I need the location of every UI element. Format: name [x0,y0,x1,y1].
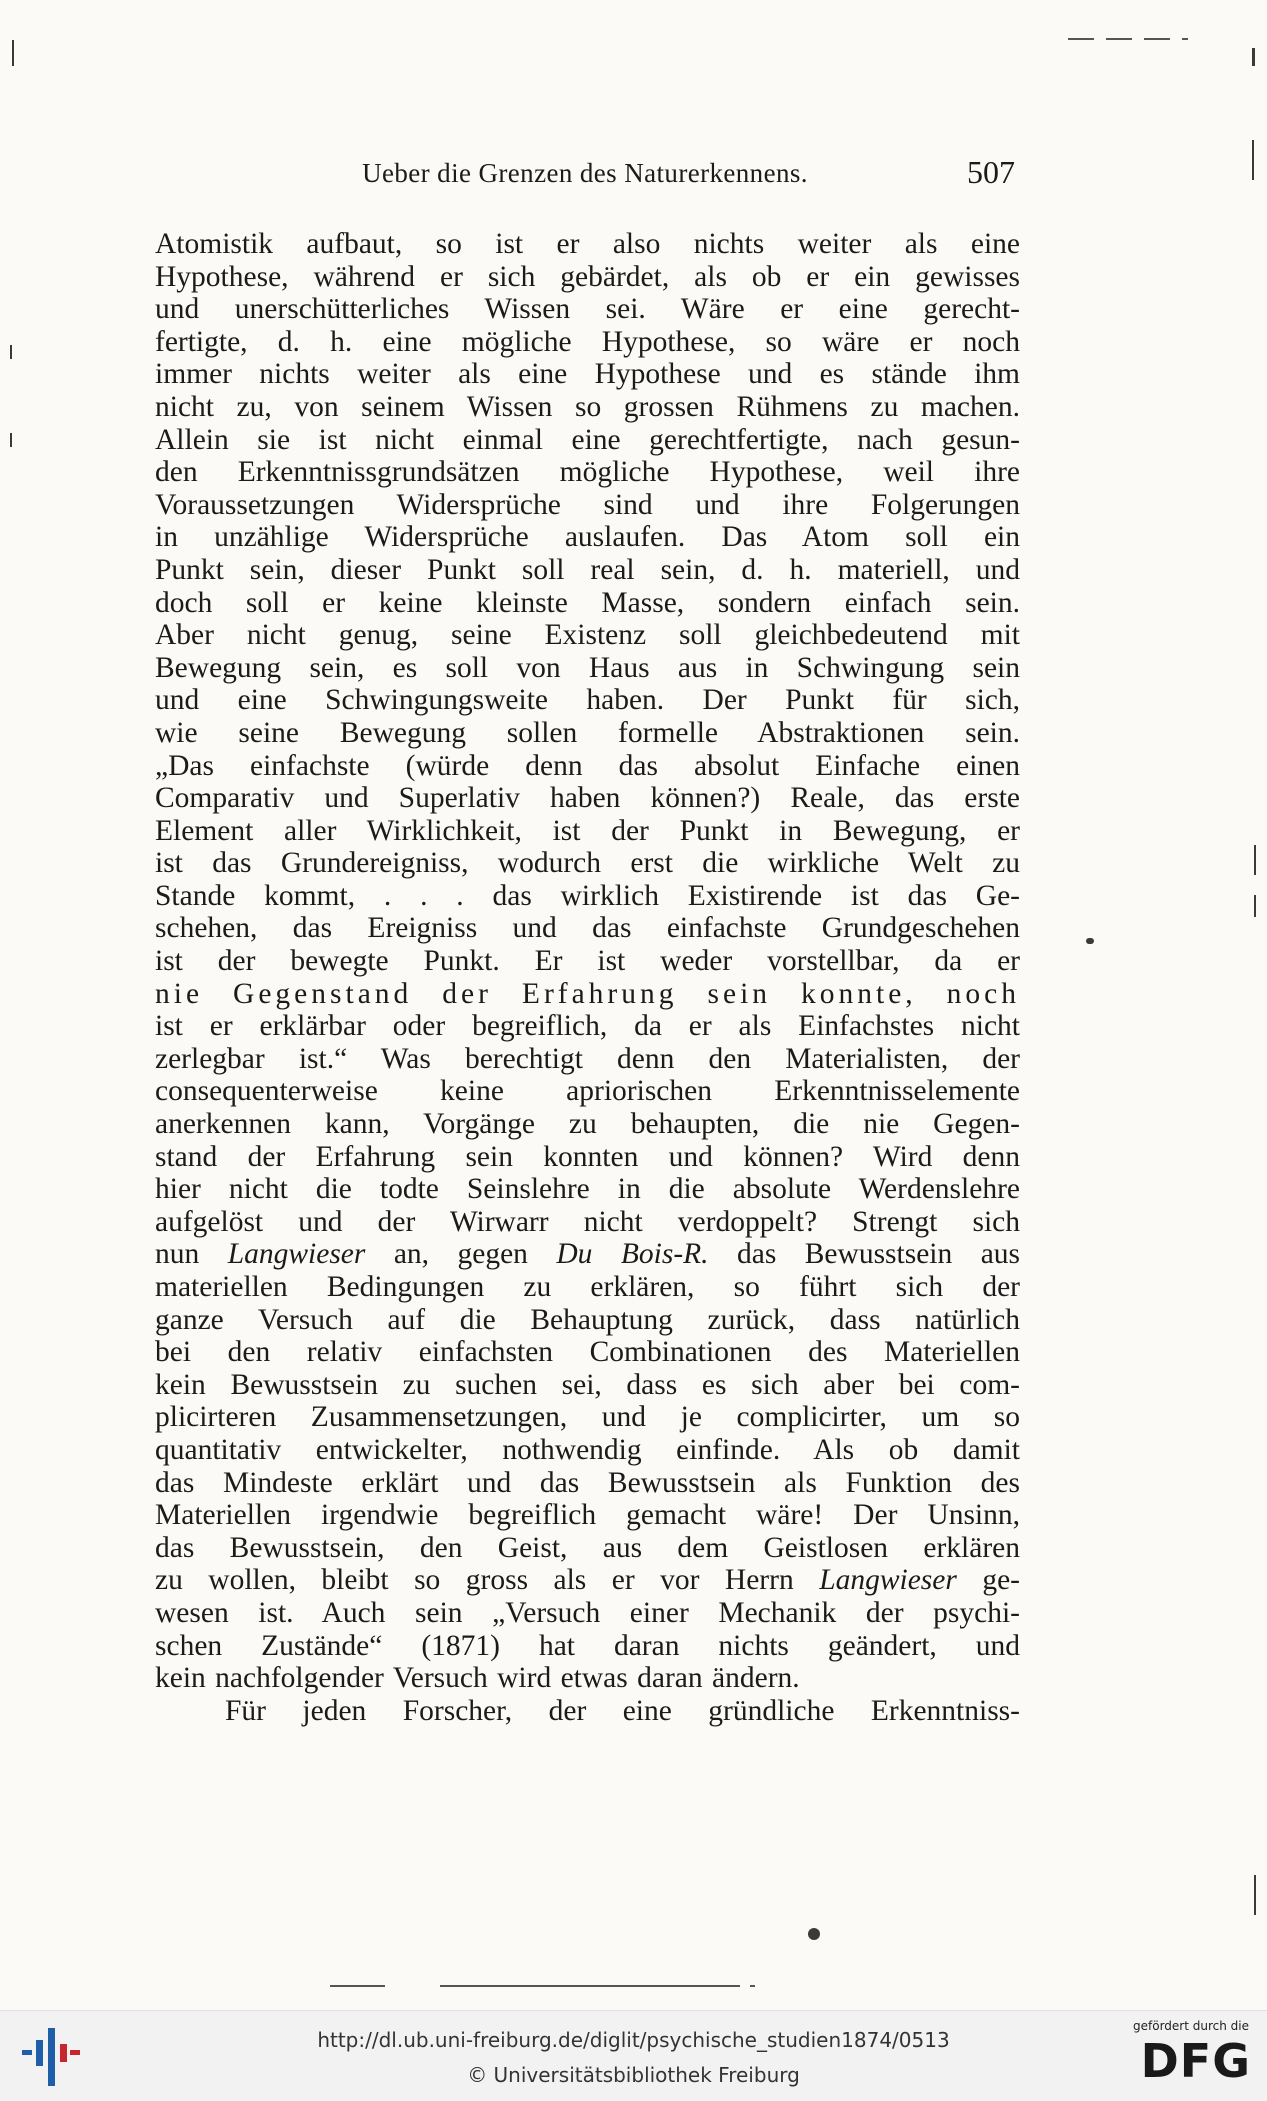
text-line: anerkennen kann, Vorgänge zu behaupten, die nie Gegen- [155,1108,1020,1141]
italic-name: Langwieser [227,1238,366,1271]
footer-url-link[interactable]: http://dl.ub.uni-freiburg.de/diglit/psychische_studien1874/0513 [317,2028,950,2052]
text-line: hier nicht die todte Seinslehre in die absolute Werdenslehre [155,1173,1020,1206]
text-line: ist er erklärbar oder begreiflich, da er als Einfachstes nicht [155,1010,1020,1043]
text-line: wie seine Bewegung sollen formelle Abstraktionen sein. [155,716,1020,749]
text-run: nun [155,1238,228,1271]
text-line: fertigte, d. h. eine mögliche Hypothese, so wäre er noch [155,325,1020,358]
scan-artifact-left-mid2 [10,433,12,447]
text-line: kein nachfolgender Versuch wird etwas daran ändern. [155,1662,800,1695]
text-line: das Bewusstsein, den Geist, aus dem Geistlosen erklären [155,1531,1020,1564]
text-line: Voraussetzungen Widersprüche sind und ihre Folgerungen [155,488,1020,521]
text-line: Punkt sein, dieser Punkt soll real sein, d. h. materiell, und [155,553,1020,586]
text-line: Atomistik aufbaut, so ist er also nichts weiter als eine [155,228,1020,260]
italic-name: Langwieser [819,1564,957,1597]
text-run: ge- [956,1564,1021,1597]
text-line: Allein sie ist nicht einmal eine gerechtfertigte, nach gesun- [155,423,1020,456]
scan-artifact-right-mid2 [1254,895,1256,917]
text-line: Bewegung sein, es soll von Haus aus in Schwingung sein [155,651,1020,684]
text-run: das Bewusstsein aus [708,1238,1021,1271]
text-line: kein Bewusstsein zu suchen sei, dass es sich aber bei com- [155,1368,1020,1401]
italic-name: Du Bois-R. [556,1238,709,1271]
text-line: ist der bewegte Punkt. Er ist weder vorstellbar, da er [155,945,1020,978]
dfg-logo-icon: DFG [1140,2034,1251,2088]
scan-artifact-bottom-dot [808,1928,820,1940]
footer-bar [0,2010,1267,2101]
text-line: „Das einfachste (würde denn das absolut Einfache einen [155,749,1020,782]
text-line: nicht zu, von seinem Wissen so grossen Rühmens zu machen. [155,390,1020,423]
text-line: immer nichts weiter als eine Hypothese und es stände ihm [155,358,1020,391]
text-line: und eine Schwingungsweite haben. Der Punkt für sich, [155,684,1020,717]
text-line: stand der Erfahrung sein konnten und können? Wird denn [155,1140,1020,1173]
text-line: Element aller Wirklichkeit, ist der Punkt in Bewegung, er [155,814,1020,847]
text-line: Hypothese, während er sich gebärdet, als ob er ein gewisses [155,260,1020,293]
text-line: schen Zustände“ (1871) hat daran nichts geändert, und [155,1629,1020,1662]
running-title: Ueber die Grenzen des Naturerkennens. [362,158,808,188]
text-line [155,1238,1020,1271]
text-line: wesen ist. Auch sein „Versuch einer Mechanik der psychi- [155,1596,1020,1629]
footer-copyright: © Universitätsbibliothek Freiburg [467,2063,800,2087]
text-line: doch soll er keine kleinste Masse, sondern einfach sein. [155,586,1020,619]
text-line: zerlegbar ist.“ Was berechtigt denn den Materialisten, der [155,1042,1020,1075]
text-run: zu wollen, bleibt so gross als er vor Herrn [155,1564,820,1597]
text-line: consequenterweise keine apriorischen Erkenntnisselemente [155,1075,1020,1108]
text-line: den Erkenntnissgrundsätzen mögliche Hypothese, weil ihre [155,456,1020,489]
scan-artifact-right-mid [1254,845,1256,875]
scan-artifact-left-top [12,40,14,66]
text-line: und unerschütterliches Wissen sei. Wäre er eine gerecht- [155,293,1020,326]
scan-artifact-dot [1086,938,1094,944]
scan-artifact-bottom-rules [330,1985,755,1987]
page-header [155,154,1015,202]
scan-artifact-left-mid [10,345,12,359]
text-line: Aber nicht genug, seine Existenz soll gleichbedeutend mit [155,619,1020,652]
scan-artifact-top-dashes [1068,38,1188,40]
text-line: plicirteren Zusammensetzungen, und je complicirter, um so [155,1401,1020,1434]
text-line: schehen, das Ereigniss und das einfachste Grundgeschehen [155,912,1020,945]
scan-artifact-right-top2 [1252,140,1254,180]
body-text [155,228,1020,1727]
text-line: Materiellen irgendwie begreiflich gemacht wäre! Der Unsinn, [155,1499,1020,1532]
scan-artifact-right-bottom [1254,1875,1256,1915]
text-line: das Mindeste erklärt und das Bewusstsein als Funktion des [155,1466,1020,1499]
page-number: 507 [967,154,1015,190]
text-line [155,1564,1020,1597]
text-line: quantitativ entwickelter, nothwendig einfinde. Als ob damit [155,1433,1020,1466]
text-line: ist das Grundereigniss, wodurch erst die wirkliche Welt zu [155,847,1020,880]
text-line: Stande kommt, . . . das wirklich Existirende ist das Ge- [155,879,1020,912]
text-line: aufgelöst und der Wirwarr nicht verdoppelt? Strengt sich [155,1205,1020,1238]
dfg-caption: gefördert durch die [1133,2019,1249,2033]
scan-artifact-right-top [1252,48,1255,66]
text-line: bei den relativ einfachsten Combinationen des Materiellen [155,1336,1020,1369]
text-line: Comparativ und Superlativ haben können?) Reale, das erste [155,782,1020,815]
text-line: Für jeden Forscher, der eine gründliche Erkenntniss- [225,1694,1020,1727]
text-line: materiellen Bedingungen zu erklären, so führt sich der [155,1271,1020,1303]
text-line: in unzählige Widersprüche auslaufen. Das Atom soll ein [155,521,1020,554]
text-run: an, gegen [365,1238,557,1271]
text-line: nie Gegenstand der Erfahrung sein konnte, noch [155,977,1020,1010]
text-line: ganze Versuch auf die Behauptung zurück, dass natürlich [155,1303,1020,1336]
